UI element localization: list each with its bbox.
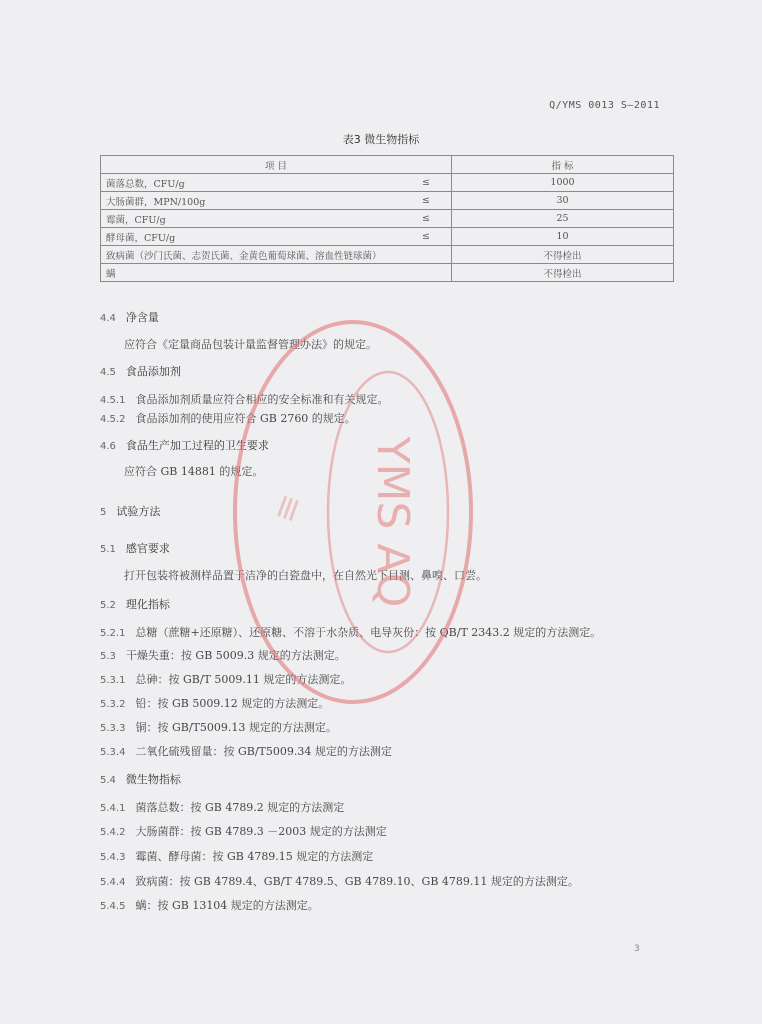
table-row xyxy=(101,174,674,192)
clause-number: 5.4.2 xyxy=(100,827,126,838)
clause-5-3 xyxy=(100,647,346,663)
clause-number: 5.2.1 xyxy=(100,628,126,639)
section-5-1-heading xyxy=(100,540,170,556)
page-number: 3 xyxy=(634,944,640,954)
clause-number: 5.3.3 xyxy=(100,723,126,734)
clause-5-4-4 xyxy=(100,873,579,889)
clause-text: 食品添加剂的使用应符合 GB 2760 的规定。 xyxy=(135,412,356,425)
clause-text: 总糖（蔗糖+还原糖）、还原糖、不溶于水杂质、电导灰份：按 QB/T 2343.2 规定的方法测定。 xyxy=(135,626,602,639)
row-item: 酵母菌，CFU/g xyxy=(101,228,402,246)
row-value: 25 xyxy=(452,210,674,228)
clause-number: 5.4.4 xyxy=(100,877,126,888)
section-title: 微生物指标 xyxy=(125,773,181,786)
section-title: 感官要求 xyxy=(125,542,170,555)
svg-text:≡: ≡ xyxy=(263,488,312,529)
clause-5-4-3 xyxy=(100,848,373,864)
row-operator: ≤ xyxy=(401,174,452,192)
clause-number: 5.4.3 xyxy=(100,852,126,863)
clause-number: 5.3 xyxy=(100,651,116,662)
microbial-indicators-table xyxy=(100,155,674,282)
section-5-heading xyxy=(100,503,160,519)
clause-5-3-1 xyxy=(100,671,351,687)
section-number: 4.6 xyxy=(100,441,116,452)
clause-number: 5.3.1 xyxy=(100,675,126,686)
row-value: 30 xyxy=(452,192,674,210)
section-number: 4.5 xyxy=(100,367,116,378)
clause-number: 5.4.1 xyxy=(100,803,126,814)
clause-4-5-2 xyxy=(100,410,356,426)
section-number: 5.1 xyxy=(100,544,116,555)
section-title: 理化指标 xyxy=(125,598,170,611)
clause-4-5-1 xyxy=(100,391,388,407)
row-operator: ≤ xyxy=(401,210,452,228)
row-item: 霉菌，CFU/g xyxy=(101,210,402,228)
section-4-6-body: 应符合 GB 14881 的规定。 xyxy=(124,465,264,478)
column-header-item: 项 目 xyxy=(101,156,452,174)
clause-5-3-4 xyxy=(100,743,392,759)
table-row xyxy=(101,228,674,246)
clause-text: 干燥失重：按 GB 5009.3 规定的方法测定。 xyxy=(125,649,346,662)
clause-5-4-5 xyxy=(100,897,319,913)
row-value: 不得检出 xyxy=(452,246,674,264)
row-value: 不得检出 xyxy=(452,264,674,282)
section-5-1-body: 打开包装将被测样品置于洁净的白瓷盘中，在自然光下目测、鼻嗅、口尝。 xyxy=(124,569,487,582)
section-number: 5.4 xyxy=(100,775,116,786)
row-operator: ≤ xyxy=(401,228,452,246)
clause-text: 铜：按 GB/T5009.13 规定的方法测定。 xyxy=(135,721,337,734)
row-item: 菌落总数，CFU/g xyxy=(101,174,402,192)
section-4-4-heading xyxy=(100,309,159,325)
clause-text: 铅：按 GB 5009.12 规定的方法测定。 xyxy=(135,697,330,710)
clause-5-2-1 xyxy=(100,624,601,640)
stamp-text: YMS AQ xyxy=(367,436,418,608)
clause-text: 食品添加剂质量应符合相应的安全标准和有关规定。 xyxy=(135,393,389,406)
table-row xyxy=(101,210,674,228)
section-5-4-heading xyxy=(100,771,181,787)
clause-text: 二氧化硫残留量：按 GB/T5009.34 规定的方法测定 xyxy=(135,745,392,758)
clause-5-4-2 xyxy=(100,823,387,839)
section-number: 5 xyxy=(100,507,107,518)
section-number: 4.4 xyxy=(100,313,116,324)
table-row xyxy=(101,264,674,282)
row-item: 螨 xyxy=(101,264,452,282)
clause-text: 螨：按 GB 13104 规定的方法测定。 xyxy=(135,899,319,912)
clause-text: 霉菌、酵母菌：按 GB 4789.15 规定的方法测定 xyxy=(135,850,374,863)
clause-5-3-3 xyxy=(100,719,337,735)
clause-number: 5.3.4 xyxy=(100,747,126,758)
table-row xyxy=(101,246,674,264)
section-title: 净含量 xyxy=(125,311,159,324)
clause-5-3-2 xyxy=(100,695,329,711)
row-item: 大肠菌群，MPN/100g xyxy=(101,192,402,210)
clause-text: 大肠菌群：按 GB 4789.3 －2003 规定的方法测定 xyxy=(135,825,387,838)
row-value: 10 xyxy=(452,228,674,246)
section-title: 食品生产加工过程的卫生要求 xyxy=(125,439,269,452)
table-row xyxy=(101,192,674,210)
standard-code: Q/YMS 0013 S—2011 xyxy=(549,100,660,111)
clause-number: 5.3.2 xyxy=(100,699,126,710)
clause-number: 4.5.2 xyxy=(100,414,126,425)
clause-5-4-1 xyxy=(100,799,344,815)
section-number: 5.2 xyxy=(100,600,116,611)
column-header-value: 指 标 xyxy=(452,156,674,174)
clause-number: 4.5.1 xyxy=(100,395,126,406)
clause-text: 菌落总数：按 GB 4789.2 规定的方法测定 xyxy=(135,801,345,814)
clause-number: 5.4.5 xyxy=(100,901,126,912)
table-header-row xyxy=(101,156,674,174)
section-5-2-heading xyxy=(100,596,170,612)
section-4-6-heading xyxy=(100,437,269,453)
section-4-4-body: 应符合《定量商品包装计量监督管理办法》的规定。 xyxy=(124,338,377,351)
row-item: 致病菌（沙门氏菌、志贺氏菌、金黄色葡萄球菌、溶血性链球菌） xyxy=(101,246,452,264)
row-value: 1000 xyxy=(452,174,674,192)
section-4-5-heading xyxy=(100,363,181,379)
section-title: 食品添加剂 xyxy=(125,365,181,378)
clause-text: 总砷：按 GB/T 5009.11 规定的方法测定。 xyxy=(135,673,352,686)
table-title: 表3 微生物指标 xyxy=(342,133,420,146)
clause-text: 致病菌：按 GB 4789.4、GB/T 4789.5、GB 4789.10、GB 4789.11 规定的方法测定。 xyxy=(135,875,579,888)
row-operator: ≤ xyxy=(401,192,452,210)
section-title: 试验方法 xyxy=(116,505,161,518)
